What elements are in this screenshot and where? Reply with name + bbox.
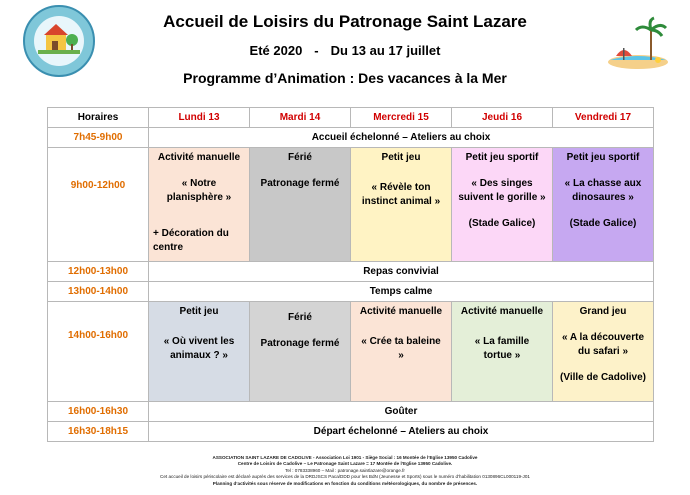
date-separator: -	[314, 43, 319, 58]
activity-title: Petit jeu sportif	[465, 152, 539, 163]
time-slot: 7h45-9h00	[48, 128, 149, 148]
activity-line: instinct animal »	[361, 196, 441, 207]
activity-line: « Où vivent les	[163, 336, 235, 347]
footer-contact: Tel : 0783338960 – Mail : patronage.saintlazare@orange.fr	[285, 467, 405, 473]
activity-line: planisphère »	[166, 192, 232, 203]
patronage-logo	[22, 4, 96, 78]
activity-line: « Révèle ton	[371, 182, 431, 193]
activity-line: du safari »	[577, 346, 629, 357]
activity-cell-wednesday-morning	[351, 148, 452, 262]
activity-line: « Crée ta baleine	[361, 336, 441, 347]
activity-cell-friday-afternoon	[553, 302, 654, 402]
activity-line: « Notre	[181, 178, 217, 189]
activity-location: (Stade Galice)	[468, 218, 536, 229]
time-slot: 16h00-16h30	[48, 402, 149, 422]
activity-line: « La chasse aux	[564, 178, 642, 189]
activity-cell-friday-morning	[553, 148, 654, 262]
closed-label: Patronage fermé	[260, 338, 340, 349]
activity-full-row: Goûter	[149, 402, 654, 422]
day-header-monday: Lundi 13	[149, 108, 250, 128]
date-range: Du 13 au 17 juillet	[330, 43, 441, 58]
activity-cell-monday-morning	[149, 148, 250, 262]
beach-icon	[606, 16, 670, 70]
activity-full-row: Départ échelonné – Ateliers au choix	[149, 422, 654, 442]
program-subtitle: Programme d’Animation : Des vacances à la Mer	[183, 70, 507, 86]
time-slot: 12h00-13h00	[48, 262, 149, 282]
activity-title: Activité manuelle	[359, 306, 443, 317]
activity-title: Petit jeu	[179, 306, 219, 317]
day-header-friday: Vendredi 17	[553, 108, 654, 128]
activity-line: « A la découverte	[561, 332, 645, 343]
activity-line: centre	[153, 242, 184, 253]
activity-title: Activité manuelle	[460, 306, 544, 317]
activity-line: « La famille	[474, 336, 530, 347]
activity-location: (Stade Galice)	[569, 218, 637, 229]
footer-declaration: Cet accueil de loisirs périscolaire est déclaré auprès des services de la DRDJSCS Paca/DDD pour les BdN (Jeunesse et Sports) sous le numéro d’habilitation 0130896CL000119-J01	[160, 474, 530, 480]
activity-cell-wednesday-afternoon	[351, 302, 452, 402]
time-column-header: Horaires	[48, 108, 149, 128]
time-slot: 13h00-14h00	[48, 282, 149, 302]
activity-cell-thursday-morning	[452, 148, 553, 262]
day-header-thursday: Jeudi 16	[452, 108, 553, 128]
closed-label: Patronage fermé	[260, 178, 340, 189]
activity-line: tortue »	[483, 350, 521, 361]
footer-disclaimer: Planning d’activités sous réserve de modifications en fonction du conditions météorologiques, du nombre de présences.	[212, 480, 478, 486]
day-header-wednesday: Mercredi 15	[351, 108, 452, 128]
activity-full-row: Repas convivial	[149, 262, 654, 282]
activity-line: suivent le gorille »	[458, 192, 546, 203]
activity-title: Petit jeu	[381, 152, 421, 163]
activity-title: Grand jeu	[579, 306, 627, 317]
season: Eté 2020	[249, 43, 303, 58]
activity-line: « Des singes	[471, 178, 533, 189]
activity-cell-monday-afternoon	[149, 302, 250, 402]
activity-cell-tuesday-afternoon	[250, 302, 351, 402]
activity-line: + Décoration du	[153, 228, 229, 239]
activity-cell-tuesday-morning	[250, 148, 351, 262]
date-line	[110, 43, 580, 58]
activity-title: Petit jeu sportif	[566, 152, 640, 163]
page-title: Accueil de Loisirs du Patronage Saint Lazare	[163, 12, 527, 31]
time-slot: 14h00-16h00	[48, 302, 149, 402]
activity-line: »	[398, 350, 404, 361]
activity-full-row: Temps calme	[149, 282, 654, 302]
time-slot: 16h30-18h15	[48, 422, 149, 442]
activity-line: dinosaures »	[572, 192, 634, 203]
activity-location: (Ville de Cadolive)	[560, 372, 646, 383]
day-header-tuesday: Mardi 14	[250, 108, 351, 128]
activity-line: animaux ? »	[170, 350, 228, 361]
footer-centre: Centre de Loisirs de Cadolive – Le Patronage Saint Lazare = 17 Montée de l’Eglise 13950 Cadolive.	[237, 461, 453, 467]
activity-title: Activité manuelle	[157, 152, 241, 163]
holiday-label: Férié	[288, 152, 312, 163]
footer	[60, 455, 630, 487]
schedule-table	[47, 107, 654, 442]
activity-cell-thursday-afternoon	[452, 302, 553, 402]
holiday-label: Férié	[288, 312, 312, 323]
footer-association: ASSOCIATION SAINT LAZARE DE CADOLIVE - Association Loi 1901 - Siège Social : 16 Montée de l’Eglise 13950 Cadolive	[212, 455, 478, 460]
activity-full-row: Accueil échelonné – Ateliers au choix	[149, 128, 654, 148]
time-slot: 9h00-12h00	[48, 148, 149, 262]
